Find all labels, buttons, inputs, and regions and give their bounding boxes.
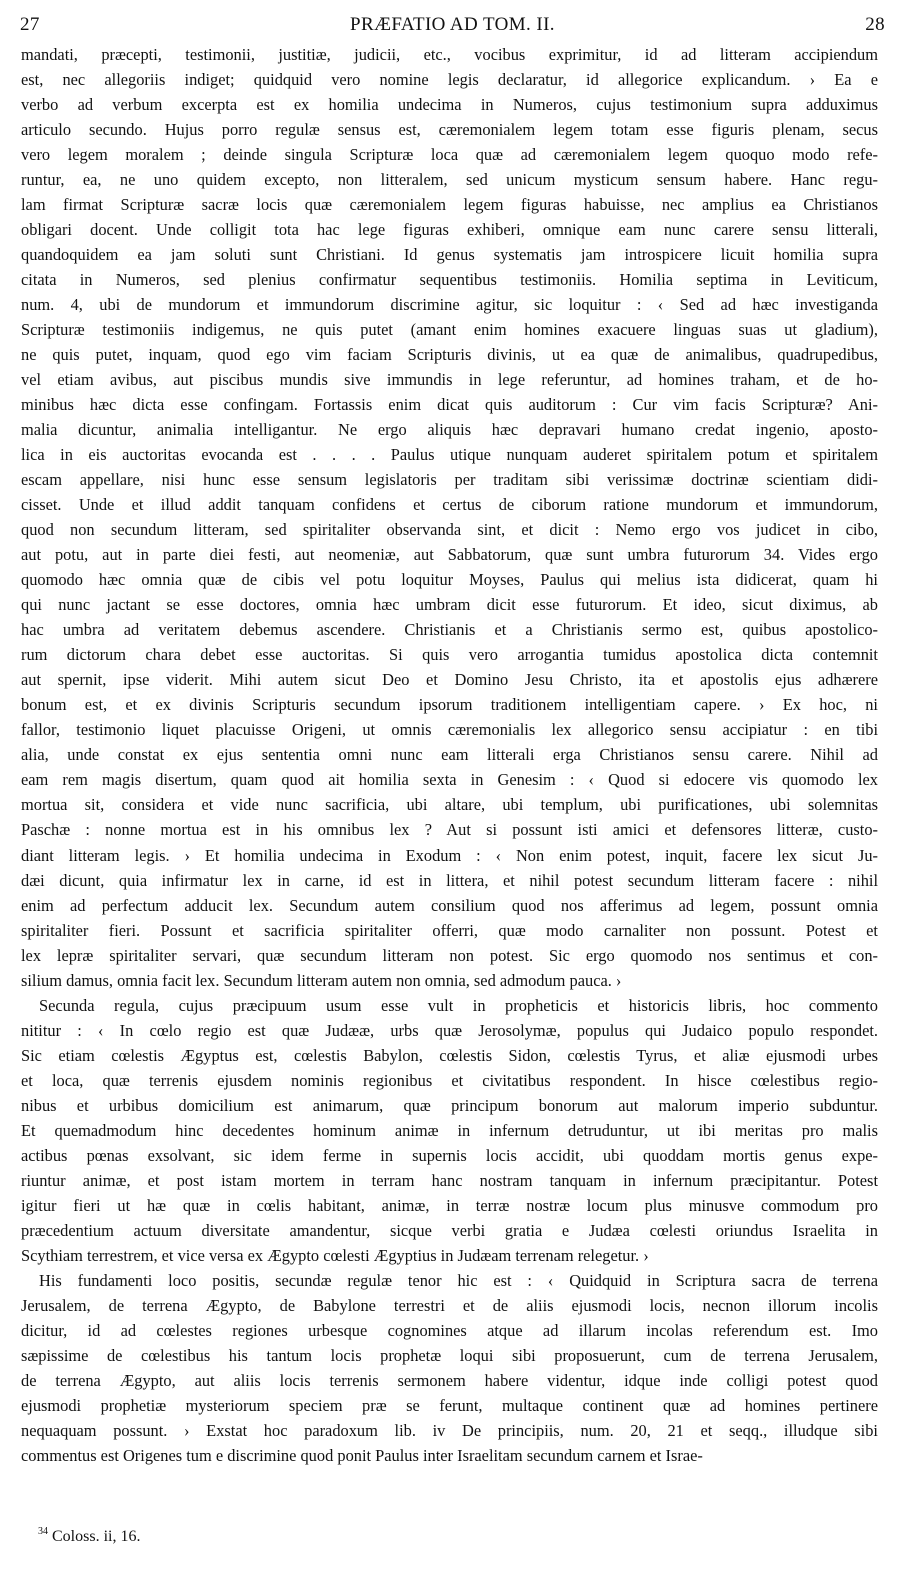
text-line: de terrena Ægypto, aut aliis locis terrenis sermonem habere videntur, idque inde colligi potest quod xyxy=(21,1370,878,1390)
text-line: Paschæ : nonne mortua est in his omnibus lex ? Aut si possunt isti amici et defensores litteræ, custo- xyxy=(21,820,878,840)
text-line: citata in Numeros, sed plenius confirmatur sequentibus testimoniis. Homilia septima in Leviticum, xyxy=(21,270,878,290)
text-line: obligari docent. Unde colligit tota hac lege figuras exhiberi, omnique eam nunc carere sensu litterali, xyxy=(21,220,878,240)
text-line: nibus et urbibus domicilium est animarum, quæ principum bonorum aut malorum imperio subduntur. xyxy=(21,1095,878,1115)
text-line: eam rem magis disertum, quam quod ait homilia sexta in Genesim : ‹ Quod si edocere vis quomodo lex xyxy=(21,770,878,790)
text-line: lam firmat Scripturæ sacræ locis quæ cæremonialem legem figuras habuisse, nec amplius ea Christianos xyxy=(21,195,878,215)
footnote xyxy=(38,1526,140,1546)
text-line: ne quis putet, inquam, quod ego vim faciam Scripturis divinis, ut ea quæ de animalibus, quadrupedibus, xyxy=(21,345,878,365)
text-line: est, nec allegoriis indiget; quidquid vero nomine legis declaratur, id allegorice explicandum. › Ea e xyxy=(21,70,878,90)
text-line: commentus est Origenes tum e discrimine quod ponit Paulus inter Israelitam secundum carnem et Israe- xyxy=(21,1445,703,1465)
text-line: dæi dicunt, quia infirmatur lex in carne, id est in littera, et nihil potest secundum litteram facere : nihil xyxy=(21,870,878,890)
text-line: silium damus, omnia facit lex. Secundum litteram autem non omnia, sed admodum pauca. › xyxy=(21,970,622,990)
text-line: Jerusalem, de terrena Ægypto, de Babylone terrestri et de aliis ejusmodi locis, necnon illorum incolis xyxy=(21,1295,878,1315)
text-line: num. 4, ubi de mundorum et immundorum discrimine agitur, sic loquitur : ‹ Sed ad hæc investiganda xyxy=(21,295,878,315)
text-line: Scripturæ testimoniis indigemus, ne quis putet (amant enim homines exacuere linguas suas ut gladium), xyxy=(21,320,878,340)
text-line: aut spernit, ipse viderit. Mihi autem sicut Deo et Domino Jesu Christo, ita et apostolis ejus adhærere xyxy=(21,670,878,690)
text-line: quod non secundum litteram, sed spiritaliter observanda sint, et dicit : Nemo ergo vos judicet in cibo, xyxy=(21,520,878,540)
footnote-text: Coloss. ii, 16. xyxy=(52,1528,141,1545)
text-line: ejusmodi prophetiæ mysteriorum speciem præ se ferunt, multaque continent quæ ad homines pertinere xyxy=(21,1395,878,1415)
text-line: nequaquam possunt. › Exstat hoc paradoxum lib. iv De principiis, num. 20, 21 et seqq., illudque sibi xyxy=(21,1420,878,1440)
text-line: aut potu, aut in parte diei festi, aut neomeniæ, aut Sabbatorum, quæ sunt umbra futurorum 34. Vides ergo xyxy=(21,545,878,565)
text-line: igitur fieri ut hæ quæ in cœlis habitant, animæ, in terræ nostræ locum plus minusve commodum pro xyxy=(21,1195,878,1215)
running-title: PRÆFATIO AD TOM. II. xyxy=(350,14,555,35)
text-line: et loca, quæ terrenis ejusdem nominis regionibus et civitatibus respondent. In hisce cœlestibus regio- xyxy=(21,1070,878,1090)
text-line: enim ad perfectum adducit lex. Secundum autem consilium quod nos afferimus ad legem, possunt omnia xyxy=(21,895,878,915)
text-line: mandati, præcepti, testimonii, justitiæ, judicii, etc., vocibus exprimitur, id ad litteram accipiendum xyxy=(21,45,878,64)
text-line: actibus pœnas exsolvant, sic idem ferme in supernis locis accidit, ubi quoddam mortis genus expe- xyxy=(21,1145,878,1165)
body-text xyxy=(21,42,878,1468)
text-line: His fundamenti loco positis, secundæ regulæ tenor hic est : ‹ Quidquid in Scriptura sacra de terrena xyxy=(39,1270,878,1290)
text-line: malia dicuntur, animalia intelligantur. Ne ergo aliquis hæc depravari humano credat ingenio, aposto- xyxy=(21,420,878,440)
text-line: hac umbra ad veritatem debemus ascendere. Christianis et a Christianis sermo est, quibus apostolico- xyxy=(21,620,878,640)
text-line: escam appellare, nisi hunc esse sensum legislatoris per traditam sibi verissimæ doctrinæ scientiam didi- xyxy=(21,470,878,490)
text-line: vero legem moralem ; deinde singula Scripturæ loca quæ ad cæremonialem legem quoquo modo refe- xyxy=(21,145,878,165)
text-line: lica in eis auctoritas evocanda est . . . . Paulus utique nunquam auderet spiritalem potum et spiritalem xyxy=(21,445,878,465)
running-header xyxy=(20,14,885,38)
text-line: spiritaliter fieri. Possunt et sacrificia spiritaliter offerri, quæ modo carnaliter non possunt. Potest et xyxy=(21,920,878,940)
text-line: dicitur, id ad cœlestes regiones urbesque cognomines atque ad illarum incolas referendum est. Imo xyxy=(21,1320,878,1340)
text-line: nititur : ‹ In cœlo regio est quæ Judææ, urbs quæ Jerosolymæ, populus qui Judaico populo respondet. xyxy=(21,1020,878,1040)
page-number-left: 27 xyxy=(20,14,40,35)
text-line: vel etiam avibus, aut piscibus mundis sive immundis in lege referuntur, ad homines traham, et de ho- xyxy=(21,370,878,390)
text-line: rum dictorum chara debet esse auctoritas. Si quis vero arrogantia tumidus apostolica dicta contemnit xyxy=(21,645,878,665)
text-line: alia, unde constat ex ejus sententia omni nunc eam litterali erga Christianos sensu carere. Nihil ad xyxy=(21,745,878,765)
text-line: Secunda regula, cujus præcipuum usum esse vult in propheticis et historicis libris, hoc commento xyxy=(39,995,878,1015)
page-number-right: 28 xyxy=(865,14,885,35)
text-line: quomodo hæc omnia quæ de cibis vel potu loquitur Moyses, Paulus qui melius ista didicerat, quam hi xyxy=(21,570,878,590)
text-line: fallor, testimonio liquet placuisse Origeni, ut omnis cæremonialis lex allegorico sensu accipiatur : en tibi xyxy=(21,720,878,740)
text-line: præcedentium actuum diversitate amandentur, sicque verbi gratia e Judæa cœlesti oriundus Israelita in xyxy=(21,1220,878,1240)
text-line: articulo secundo. Hujus porro regulæ sensus est, cæremonialem legem totam esse figuris plenam, secus xyxy=(21,120,878,140)
text-line: diant litteram legis. › Et homilia undecima in Exodum : ‹ Non enim potest, inquit, facere lex sicut Ju- xyxy=(21,845,878,865)
text-line: cisset. Unde et illud addit tanquam confidens et certus de ciborum ratione mundorum et immundorum, xyxy=(21,495,878,515)
text-line: riuntur animæ, et post istam mortem in terram hanc nostram tanquam in infernum præcipitantur. Potest xyxy=(21,1170,878,1190)
text-line: runtur, ea, ne uno quidem excepto, non litteralem, sed unicum mysticum sensum habere. Hanc regu- xyxy=(21,170,878,190)
text-line: mortua sit, considera et vide nunc sacrificia, ubi altare, ubi templum, ubi purificationes, ubi solemnitas xyxy=(21,795,878,815)
text-line: minibus hæc dicta esse confingam. Fortassis enim dicat quis auditorum : Cur vim facis Scripturæ? Ani- xyxy=(21,395,878,415)
text-line: bonum est, et ex divinis Scripturis secundum ipsorum traditionem intelligentiam capere. › Ex hoc, ni xyxy=(21,695,878,715)
text-line: sæpissime de cœlestibus his tantum locis prophetæ loqui sibi proposuerunt, cum de terrena Jerusalem, xyxy=(21,1345,878,1365)
text-line: lex lepræ spiritaliter servari, quæ secundum litteram non potest. Sic ergo quomodo nos sentimus et con- xyxy=(21,945,878,965)
text-line: quandoquidem ea jam soluti sunt Christiani. Id genus systematis jam introspicere licuit homilia supra xyxy=(21,245,878,265)
text-line: Et quemadmodum hinc decedentes hominum animæ in infernum detruduntur, ut ibi meritas pro malis xyxy=(21,1120,878,1140)
text-line: Sic etiam cœlestis Ægyptus est, cœlestis Babylon, cœlestis Sidon, cœlestis Tyrus, et aliæ ejusmodi urbes xyxy=(21,1045,878,1065)
text-line: verbo ad verbum excerpta est ex homilia undecima in Numeros, cujus testimonium supra adduximus xyxy=(21,95,878,115)
text-line: Scythiam terrestrem, et vice versa ex Ægypto cœlesti Ægyptius in Judæam terrenam relegetur. › xyxy=(21,1245,649,1265)
footnote-mark: 34 xyxy=(38,1526,48,1537)
text-line: qui nunc jactant se esse doctores, omnia hæc umbram dicit esse futurorum. Et ideo, sicut diximus, ab xyxy=(21,595,878,615)
